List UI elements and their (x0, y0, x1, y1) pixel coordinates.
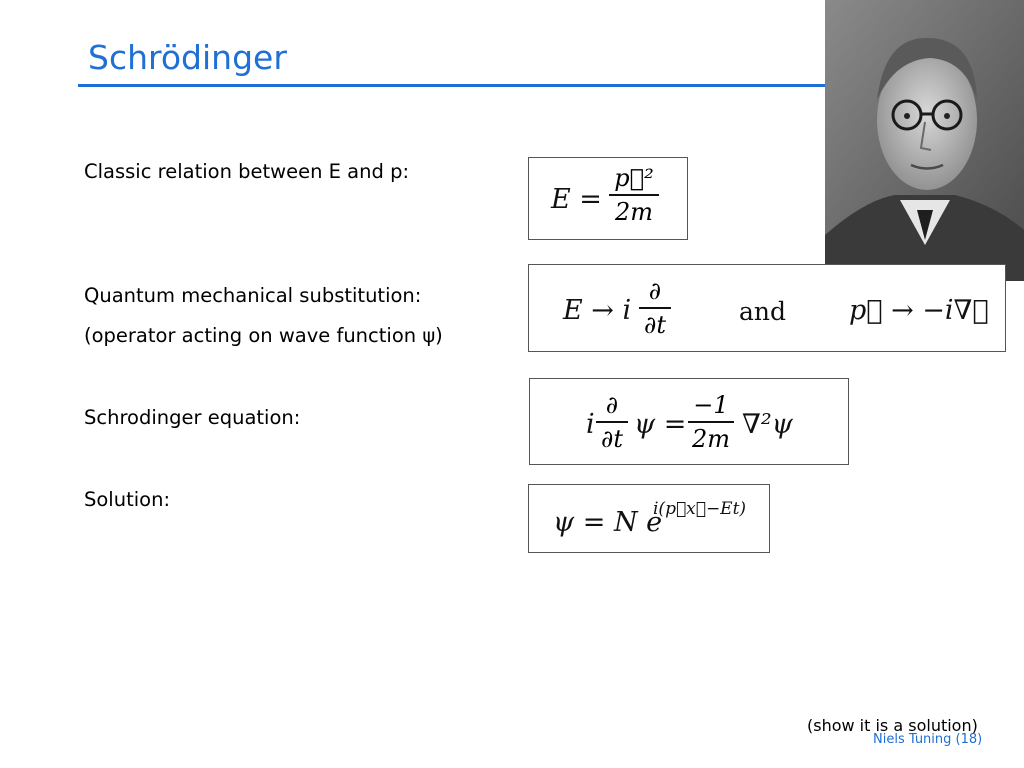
label-solution: Solution: (84, 488, 171, 511)
eq2-lhs: E → i (563, 295, 632, 326)
eq3-denominator-2: 2m (691, 425, 731, 453)
equation-box-schrodinger (529, 378, 849, 465)
eq3-mid: ψ = (634, 409, 687, 440)
eq2-and: and (739, 297, 787, 326)
eq2-rhs: p⃗ → −i∇⃗ (849, 295, 989, 326)
slide-title: Schrödinger (88, 38, 287, 77)
portrait-illustration (825, 0, 1024, 281)
eq1-fraction-bar (609, 194, 659, 196)
equation-box-substitution (528, 264, 1006, 352)
eq4-exponent: i(p⃗x⃗−Et) (653, 499, 747, 519)
label-schrodinger-equation: Schrodinger equation: (84, 406, 301, 429)
eq3-numerator-2: −1 (693, 391, 729, 419)
eq3-fraction-1 (596, 391, 628, 453)
eq1-numerator: p⃗² (614, 164, 654, 192)
title-underline (78, 84, 848, 87)
eq2-fraction (639, 277, 671, 339)
eq3-fraction-2 (688, 391, 734, 453)
label-qm-substitution: Quantum mechanical substitution: (84, 284, 422, 307)
eq1-fraction (609, 164, 659, 226)
eq3-lead: i (586, 409, 595, 440)
eq4-base: ψ = N e (553, 507, 663, 538)
portrait-photo (825, 0, 1024, 281)
eq1-lhs: E = (551, 184, 602, 215)
label-classic-relation: Classic relation between E and p: (84, 160, 410, 183)
eq3-denominator-1: ∂t (600, 425, 624, 453)
equation-box-solution (528, 484, 770, 553)
eq2-denominator: ∂t (643, 311, 667, 339)
footer-note: (show it is a solution) (807, 716, 978, 735)
eq1-denominator: 2m (614, 198, 654, 226)
eq3-numerator-1: ∂ (605, 391, 619, 419)
eq2-numerator: ∂ (648, 277, 662, 305)
eq3-fraction-bar-1 (596, 421, 628, 423)
eq3-tail: ∇²ψ (742, 409, 793, 440)
label-operator-note: (operator acting on wave function ψ) (84, 324, 443, 347)
eq2-fraction-bar (639, 307, 671, 309)
eq3-fraction-bar-2 (688, 421, 734, 423)
footer-credit: Niels Tuning (18) (873, 732, 983, 747)
equation-box-energy-momentum (528, 157, 688, 240)
